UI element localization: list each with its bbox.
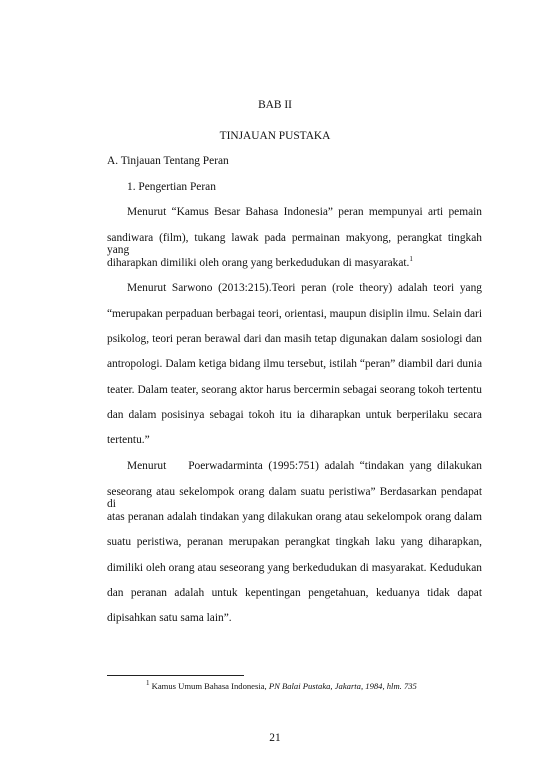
footnote-number: 1 <box>146 679 150 688</box>
para3-line: dan peranan adalah untuk kepentingan pengetahuan, keduanya tidak dapat <box>107 587 482 599</box>
para3-line: seseorang atau sekelompok orang dalam suatu peristiwa” Berdasarkan pendapat di <box>107 486 482 510</box>
para2-line: Menurut Sarwono (2013:215).Teori peran (role theory) adalah teori yang <box>127 282 482 294</box>
footnote-source: Kamus Umum Bahasa Indonesia, <box>151 681 269 691</box>
para1-text: diharapkan dimiliki oleh orang yang berkedudukan di masyarakat. <box>107 257 410 269</box>
para1-line-last <box>107 257 413 269</box>
chapter-label: BAB II <box>258 99 292 111</box>
chapter-title: TINJAUAN PUSTAKA <box>219 130 331 142</box>
para1-line: sandiwara (film), tukang lawak pada permainan makyong, perangkat tingkah yang <box>107 232 482 256</box>
para2-line-last: tertentu.” <box>107 434 150 446</box>
para2-line: “merupakan perpaduan berbagai teori, orientasi, maupun disiplin ilmu. Selain dari <box>107 308 482 320</box>
para2-line: dan dalam posisinya sebagai tokoh itu ia diharapkan untuk berperilaku secara <box>107 409 482 421</box>
page-number: 21 <box>269 732 281 744</box>
para2-line: psikolog, teori peran berawal dari dan masih tetap digunakan dalam sosiologi dan <box>107 333 482 345</box>
footnote-reference: 1 <box>409 255 413 264</box>
para3-line: atas peranan adalah tindakan yang dilakukan orang atau sekelompok orang dalam <box>107 511 482 523</box>
para3-line: Menurut Poerwadarminta (1995:751) adalah “tindakan yang dilakukan <box>127 460 482 472</box>
para3-line: suatu peristiwa, peranan merupakan perangkat tingkah laku yang diharapkan, <box>107 536 482 548</box>
para3-line: dimiliki oleh orang atau seseorang yang berkedudukan di masyarakat. Kedudukan <box>107 562 482 574</box>
footnote <box>146 681 417 691</box>
subsection-heading: 1. Pengertian Peran <box>127 181 216 193</box>
section-heading: A. Tinjauan Tentang Peran <box>107 155 229 167</box>
para1-line: Menurut “Kamus Besar Bahasa Indonesia” peran mempunyai arti pemain <box>127 206 482 218</box>
footnote-divider <box>107 675 244 676</box>
footnote-publisher: PN Balai Pustaka, Jakarta, 1984, hlm. 735 <box>268 681 417 691</box>
para2-line: antropologi. Dalam ketiga bidang ilmu tersebut, istilah “peran” diambil dari dunia <box>107 358 482 370</box>
para3-line-last: dipisahkan satu sama lain”. <box>107 612 232 624</box>
para2-line: teater. Dalam teater, seorang aktor harus bercermin sebagai seorang tokoh tertentu <box>107 384 482 396</box>
